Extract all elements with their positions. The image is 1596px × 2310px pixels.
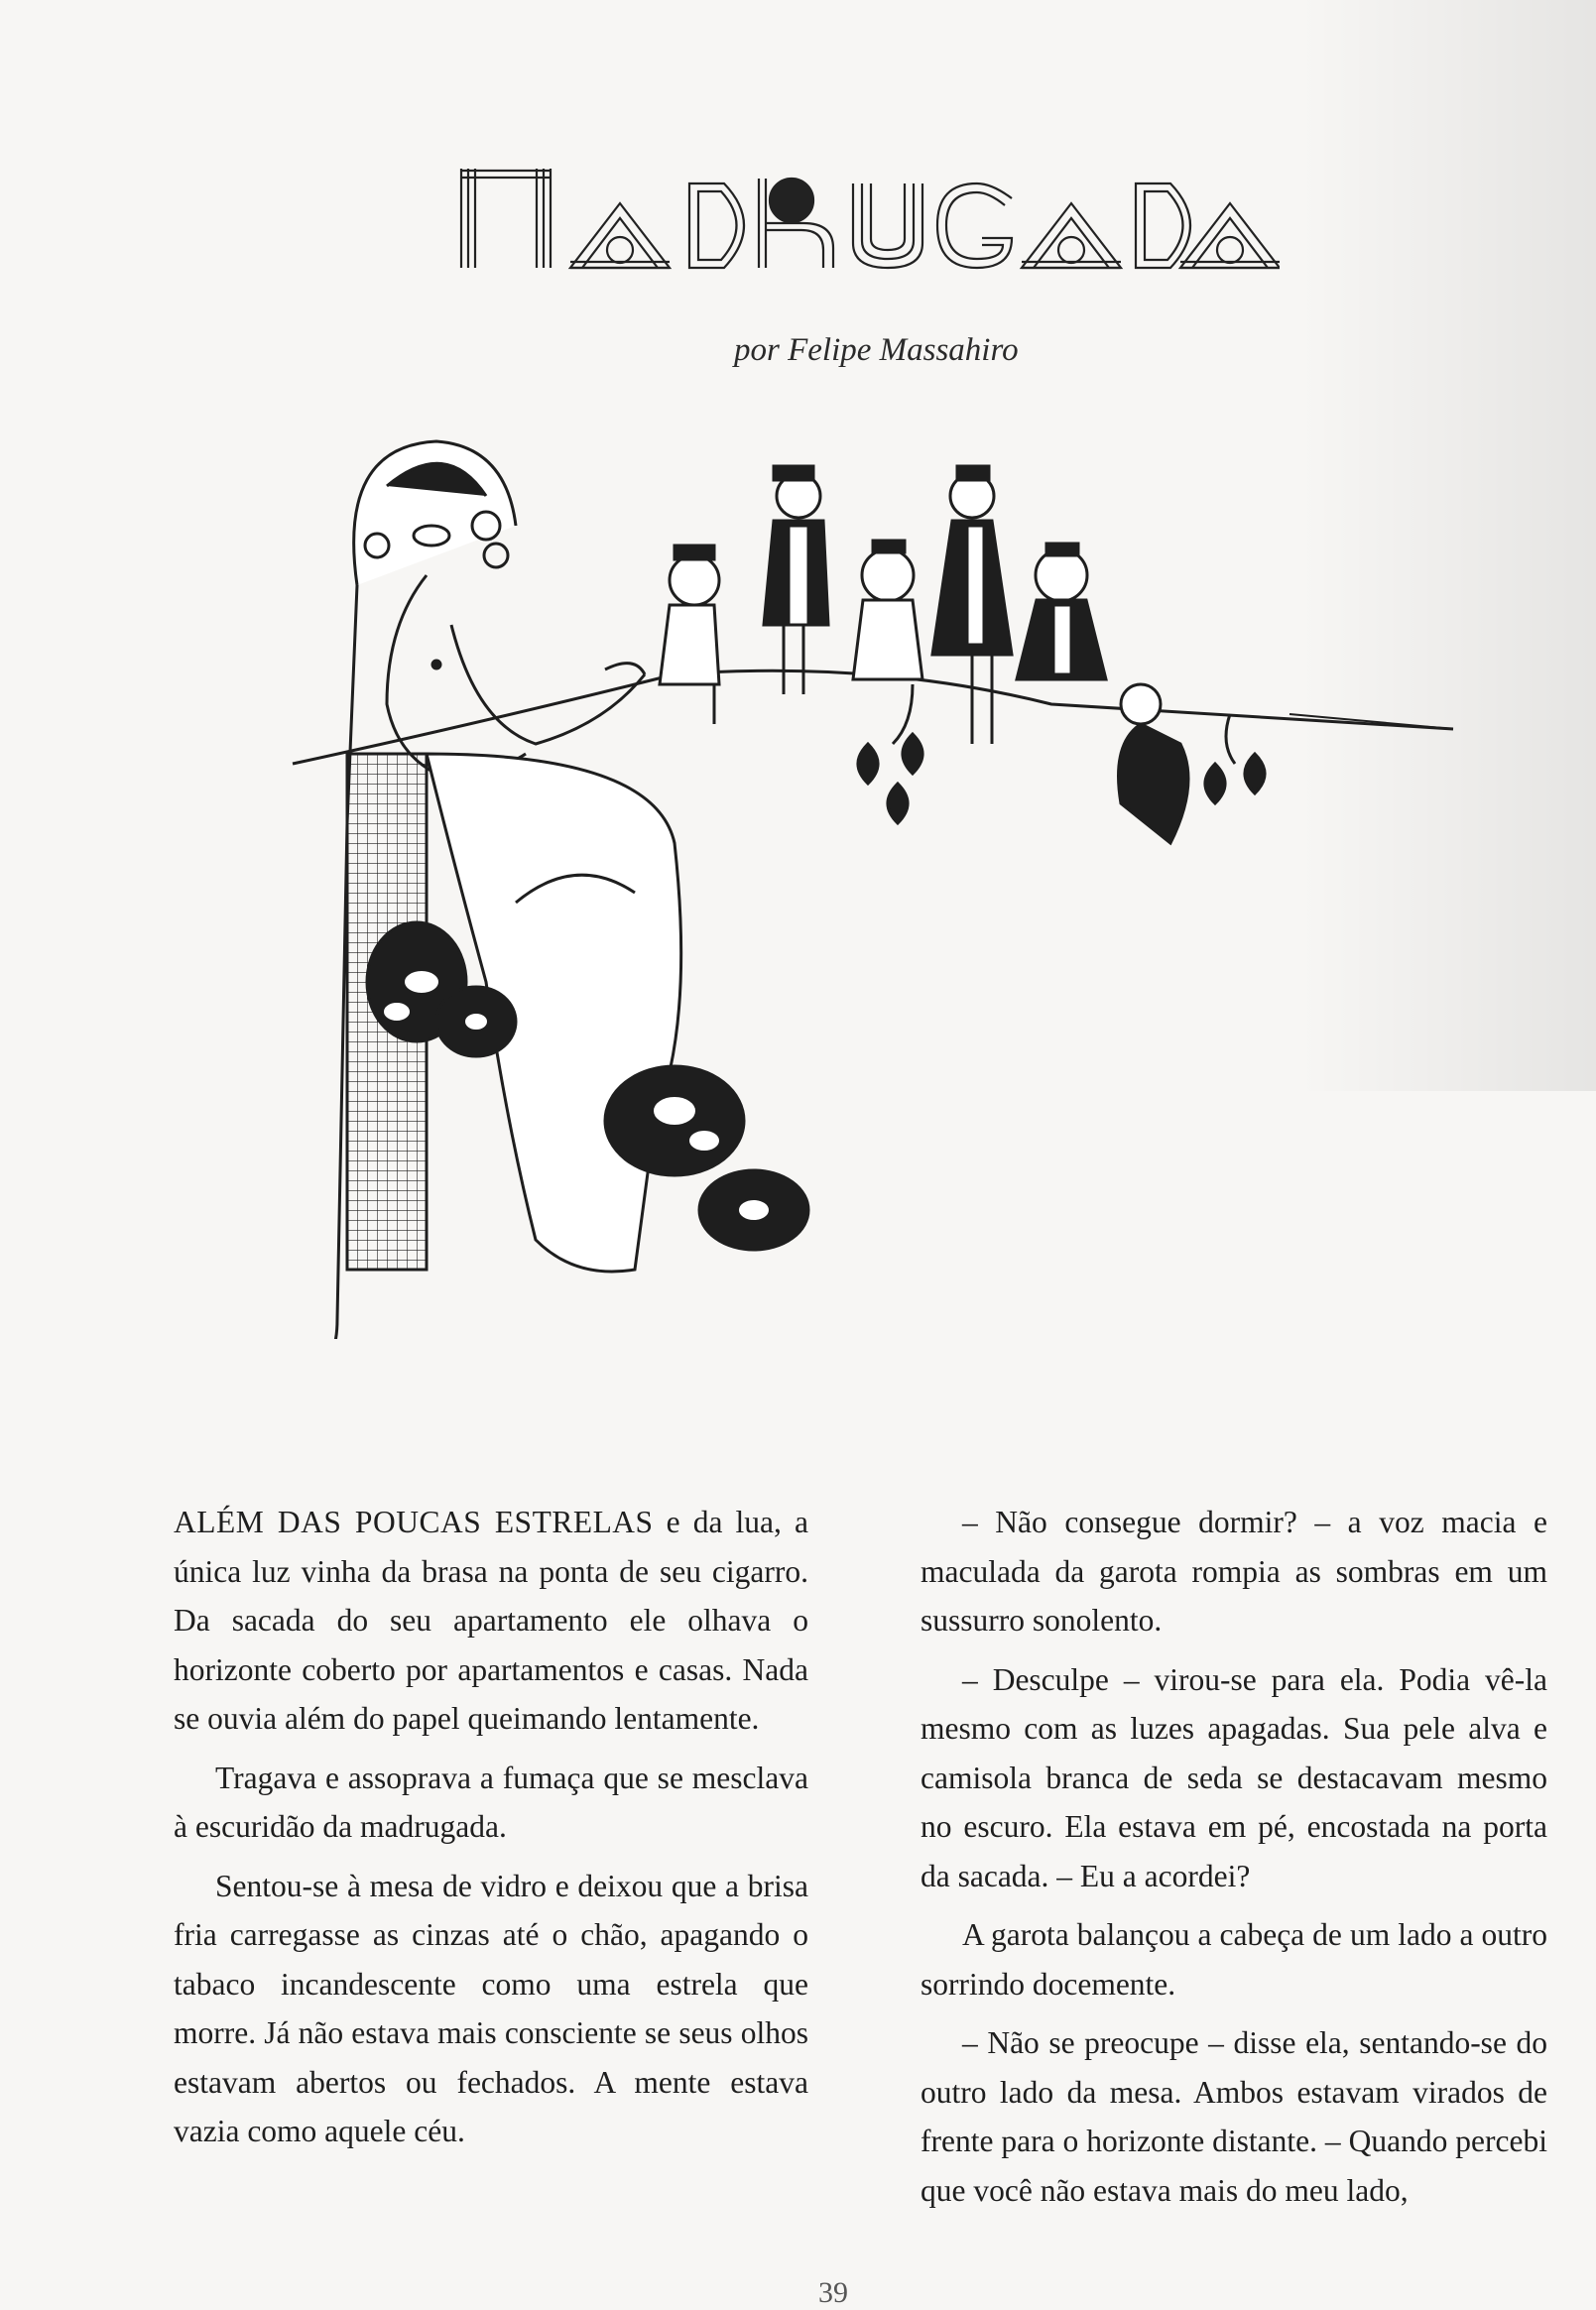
title-lettering — [456, 159, 1280, 278]
page-number: 39 — [818, 2276, 848, 2309]
paragraph: – Não se preocupe – disse ela, sentando-se do outro lado da mesa. Ambos estavam virados de frente para o horizonte distante. – Quando percebi que você não estava mais do meu lado, — [921, 2025, 1547, 2208]
paragraph: Tragava e assoprava a fumaça que se mesclava à escuridão da madrugada. — [174, 1760, 808, 1844]
small-caps-opening: ALÉM DAS POUCAS ESTRELAS — [174, 1505, 654, 1539]
body-column-right — [921, 1498, 1547, 2225]
paragraph: – Desculpe – virou-se para ela. Podia vê-la mesmo com as luzes apagadas. Sua pele alva e camisola branca de seda se destacavam mesmo no escuro. Ela estava em pé, encostada na porta da sacada. – Eu a acordei? — [921, 1661, 1547, 1893]
paragraph: Sentou-se à mesa de vidro e deixou que a brisa fria carregasse as cinzas até o chão, apagando o tabaco incandescente como uma estrela que morre. Já não estava mais consciente se seus olhos estavam abertos ou fechados. A mente estava vazia como aquele céu. — [174, 1868, 808, 2148]
body-column-left — [174, 1498, 808, 2166]
illustration — [278, 426, 1468, 1339]
byline: por Felipe Massahiro — [734, 332, 1019, 368]
paragraph — [174, 1498, 808, 1744]
paragraph: – Não consegue dormir? – a voz macia e maculada da garota rompia as sombras em um sussurro sonolento. — [921, 1505, 1547, 1638]
paragraph: A garota balançou a cabeça de um lado a outro sorrindo docemente. — [921, 1917, 1547, 2002]
paragraph-text: e da lua, a única luz vinha da brasa na ponta de seu cigarro. Da sacada do seu apartamento ele olhava o horizonte coberto por apartamentos e casas. Nada se ouvia além do papel queimando lentamente. — [174, 1505, 808, 1736]
art-deco-woman-with-men-on-branch-icon — [278, 426, 1468, 1339]
article-title — [456, 159, 1280, 278]
